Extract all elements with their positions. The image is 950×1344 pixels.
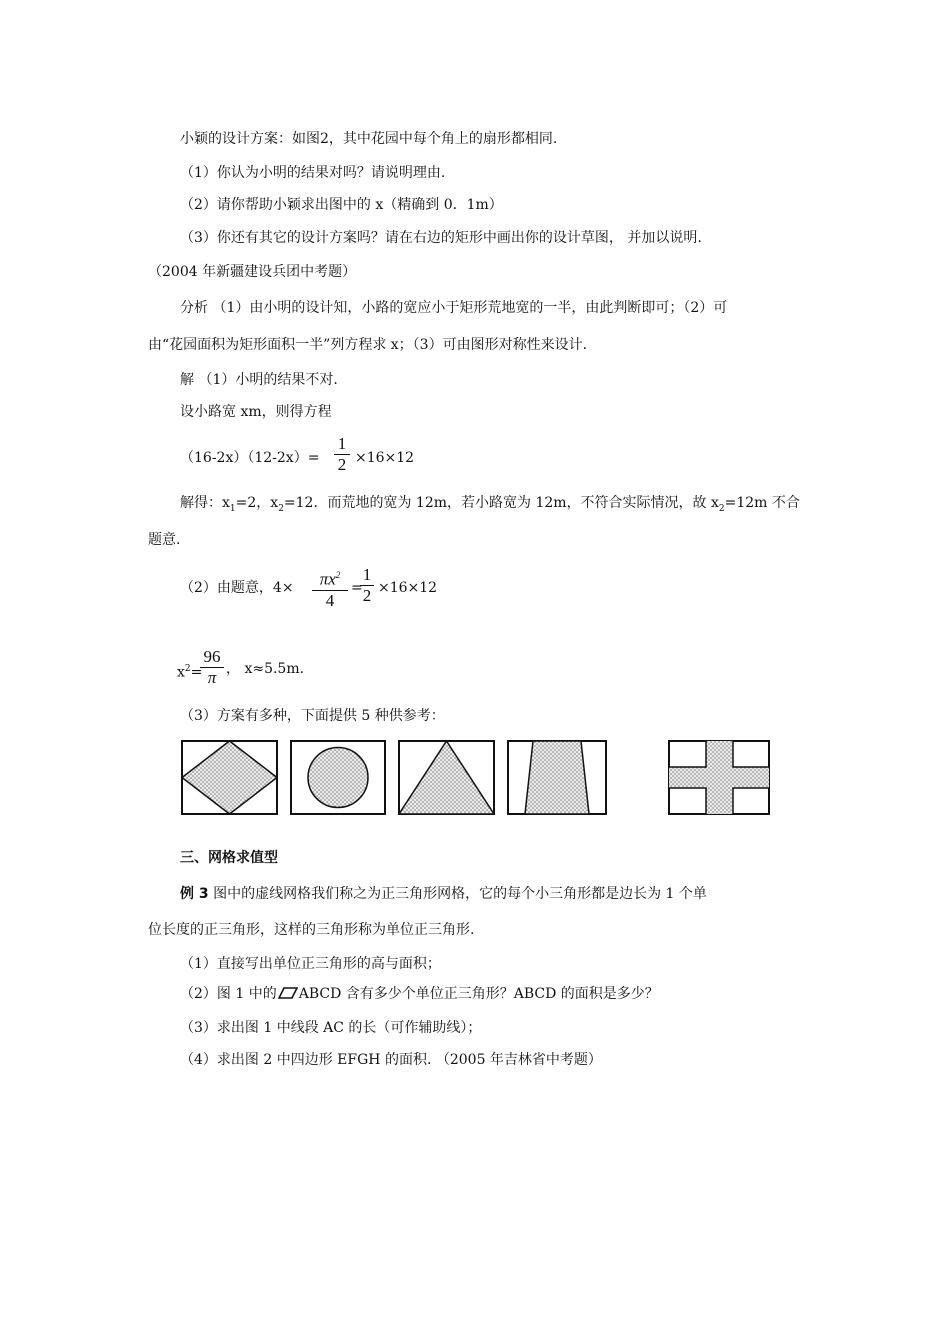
parallelogram-icon [278, 987, 298, 999]
example-line-2: 位长度的正三角形，这样的三角形称为单位正三角形. [148, 922, 475, 938]
text: =2，x [235, 495, 279, 511]
circle-design [291, 741, 385, 814]
subscript: 2 [718, 503, 725, 514]
text: 解得：x [180, 495, 230, 511]
example-question-2 [180, 984, 659, 1004]
question-2: （2）请你帮助小颖求出图中的 x（精确到 0．1m） [180, 197, 503, 213]
text: =12m 不合 [724, 495, 800, 511]
fraction-numerator: 96 [203, 647, 221, 666]
triangle-design [399, 741, 494, 814]
solution-roots-line-2: 题意. [148, 532, 181, 548]
example-label: 例 3 [180, 886, 209, 902]
diamond-design [182, 741, 277, 814]
fraction-denominator: π [207, 668, 217, 687]
text: πx [319, 569, 336, 589]
question-1: （1）你认为小明的结果对吗？请说明理由. [180, 165, 446, 181]
example-question-4: （4）求出图 2 中四边形 EFGH 的面积. （2005 年吉林省中考题） [180, 1052, 602, 1068]
text: （2）图 1 中的 [180, 986, 277, 1002]
example-question-1: （1）直接写出单位正三角形的高与面积； [180, 956, 441, 972]
fraction-numerator: 1 [362, 565, 372, 584]
equation-3-fraction [200, 647, 224, 688]
fraction-numerator: 1 [337, 434, 347, 453]
text: x [177, 664, 185, 681]
equation-2-right: ×16×12 [378, 580, 438, 596]
section-heading: 三、网格求值型 [180, 850, 278, 866]
analysis-line-1: 分析 （1）由小明的设计知，小路的宽应小于矩形荒地宽的一半，由此判断即可；（2）可 [180, 300, 728, 316]
superscript: 2 [335, 570, 341, 580]
solution-line-1: 解 （1）小明的结果不对. [180, 372, 338, 388]
equation-1-right: ×16×12 [355, 450, 415, 466]
question-3: （3）你还有其它的设计方案吗？请在右边的矩形中画出你的设计草图， 并加以说明. [180, 230, 702, 246]
example-question-3: （3）求出图 1 中线段 AC 的长（可作辅助线）； [180, 1020, 482, 1036]
example-text: 图中的虚线网格我们称之为正三角形网格，它的每个小三角形都是边长为 1 个单 [208, 886, 707, 902]
superscript: 2 [184, 664, 191, 674]
fraction-denominator: 2 [337, 455, 347, 474]
cross-design [669, 741, 769, 814]
text: ABCD 含有多少个单位正三角形？ABCD 的面积是多少？ [298, 986, 659, 1002]
source-note: （2004 年新疆建设兵团中考题） [148, 264, 357, 280]
equation-2-equals: = [351, 580, 363, 596]
trapezoid-design [508, 741, 606, 814]
subscript: 2 [278, 503, 284, 514]
analysis-line-2: 由“花园面积为矩形面积一半”列方程求 x；（3）可由图形对称性来设计. [148, 337, 588, 353]
subscript: 1 [229, 503, 236, 514]
text: =12．而荒地的宽为 12m，若小路宽为 12m，不符合实际情况，故 x [283, 495, 719, 511]
equation-1-left: （16-2x）（12-2x）= [180, 450, 320, 466]
solution-roots-line [180, 493, 800, 519]
fraction-denominator: 4 [325, 590, 335, 610]
solution-line-2: 设小路宽 xm，则得方程 [180, 404, 332, 420]
equation-2-fraction-a [312, 565, 348, 611]
line-1: 小颖的设计方案：如图2，其中花园中每个角上的扇形都相同. [180, 131, 558, 147]
fraction-denominator: 2 [362, 586, 372, 605]
equation-3-left [177, 659, 202, 683]
example-line-1 [180, 884, 707, 904]
equation-2-fraction-b [360, 565, 374, 606]
designs-intro: （3）方案有多种，下面提供 5 种供参考： [180, 708, 445, 724]
text: = [190, 664, 203, 681]
equation-3-right: ， x≈5.5m. [226, 661, 305, 677]
equation-1-fraction [334, 434, 350, 475]
fraction-numerator [312, 565, 348, 590]
equation-2-left: （2）由题意，4× [180, 580, 294, 596]
design-figures [0, 735, 950, 825]
